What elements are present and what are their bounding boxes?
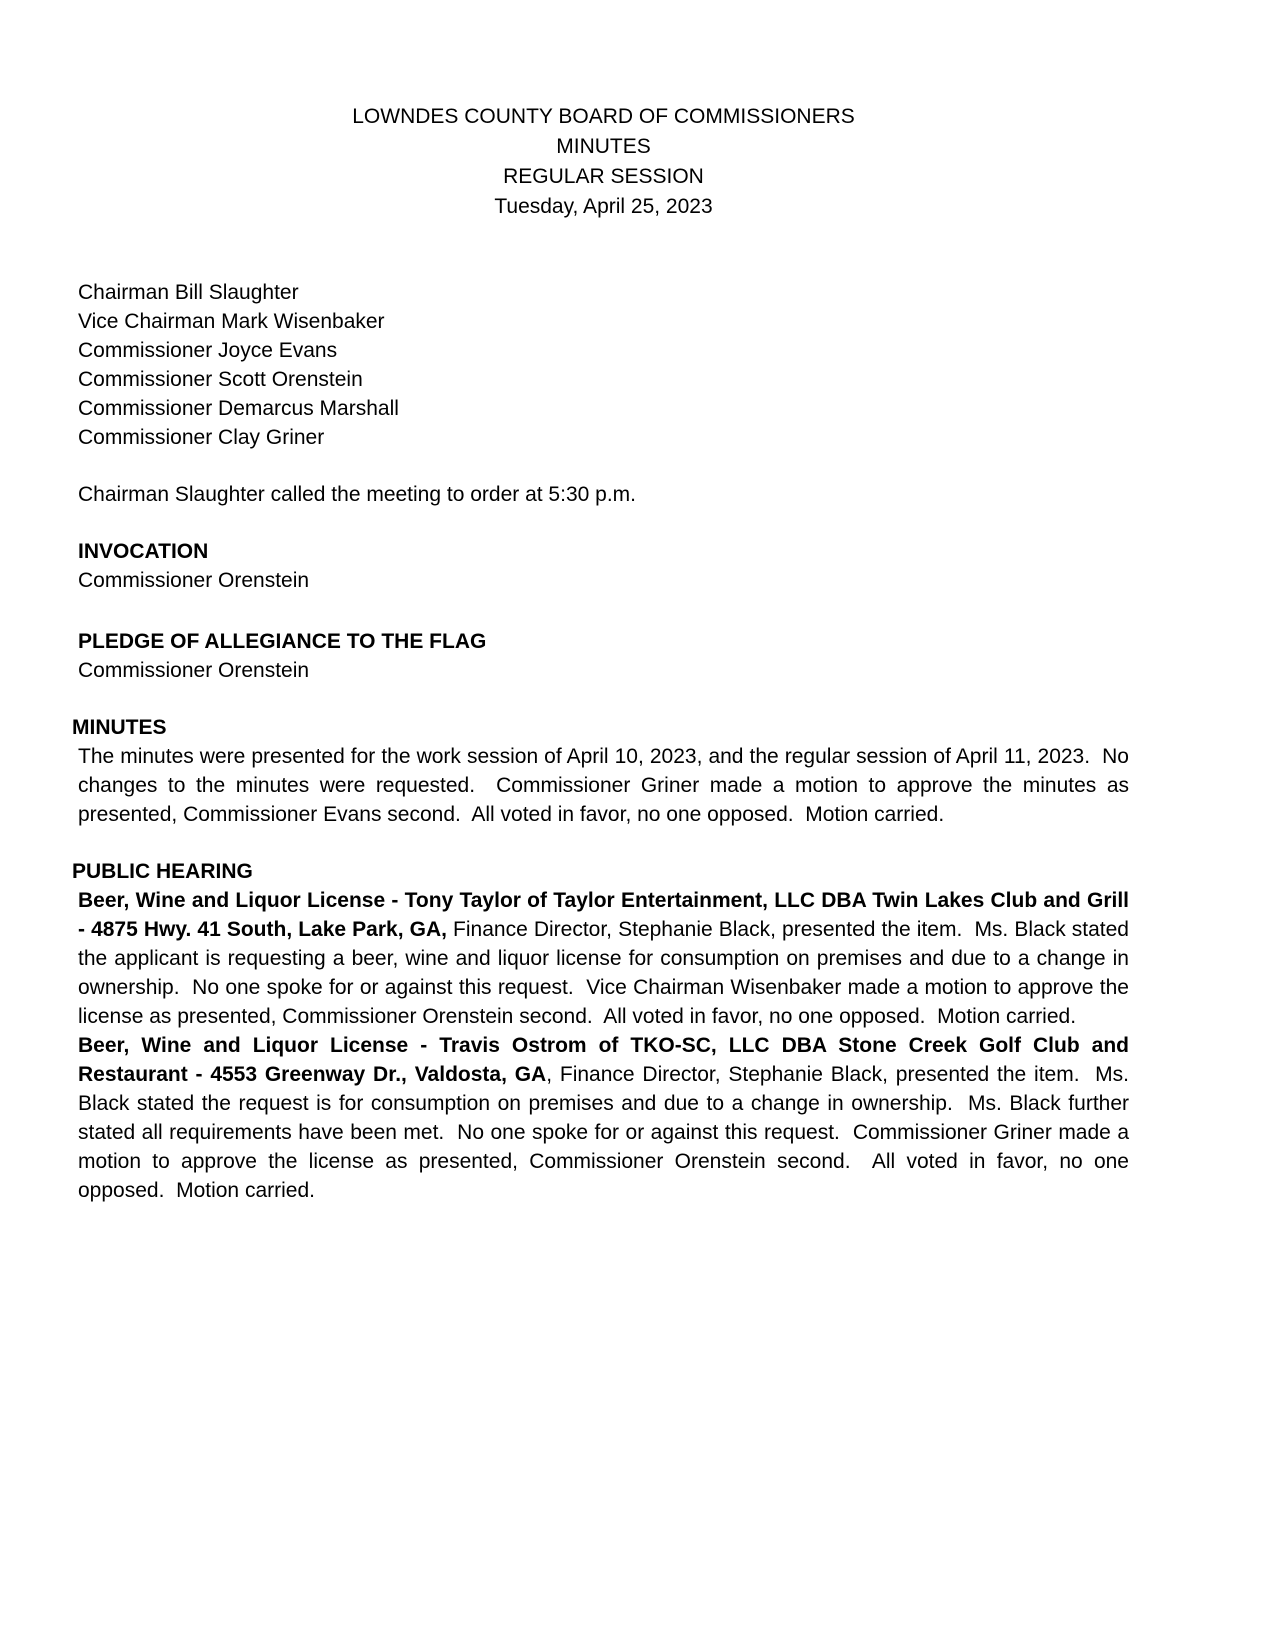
public-hearing-item-twin-lakes <box>78 886 1135 1031</box>
pledge-body: Commissioner Orenstein <box>78 659 310 682</box>
pledge-section <box>78 627 1129 685</box>
public-hearing-item-title: Beer, Wine and Liquor License - Tony Taylor of Taylor Entertainment, LLC DBA Twin Lakes Club and Grill - 4875 Hwy. 41 South, Lake Park, GA, <box>78 889 1135 941</box>
public-hearing-item-title: Beer, Wine and Liquor License - Travis Ostrom of TKO-SC, LLC DBA Stone Creek Golf Club and Restaurant - 4553 Greenway Dr., Valdosta, GA <box>78 1034 1135 1086</box>
header-organization: LOWNDES COUNTY BOARD OF COMMISSIONERS <box>352 105 855 128</box>
attendee-vice-chairman: Vice Chairman Mark Wisenbaker <box>78 310 385 333</box>
attendee-commissioner: Commissioner Scott Orenstein <box>78 368 363 391</box>
attendee-commissioner: Commissioner Demarcus Marshall <box>78 397 399 420</box>
call-to-order-statement: Chairman Slaughter called the meeting to order at 5:30 p.m. <box>78 483 636 506</box>
public-hearing-item-body: , Finance Director, Stephanie Black, presented the item. Ms. Black stated the request is for consumption on premises and due to a change in ownership. Ms. Black further stated all requirements have been met. No one spoke for or against this request. Commissioner Griner made a motion to approve the license as presented, Commissioner Orenstein second. All voted in favor, no one opposed. Motion carried. <box>78 1063 1135 1202</box>
minutes-paragraph: The minutes were presented for the work session of April 10, 2023, and the regular session of April 11, 2023. No changes to the minutes were requested. Commissioner Griner made a motion to approve the minutes as presented, Commissioner Evans second. All voted in favor, no one opposed. Motion carried. <box>78 745 1135 826</box>
minutes-heading: MINUTES <box>72 716 167 739</box>
header-doc-type: MINUTES <box>556 135 651 158</box>
attendee-commissioner: Commissioner Joyce Evans <box>78 339 338 362</box>
public-hearing-item-stone-creek <box>78 1031 1135 1205</box>
invocation-heading: INVOCATION <box>78 540 209 563</box>
pledge-heading: PLEDGE OF ALLEGIANCE TO THE FLAG <box>78 630 487 653</box>
invocation-body: Commissioner Orenstein <box>78 569 310 592</box>
public-hearing-section <box>72 857 1135 1205</box>
attendee-list <box>78 278 1129 452</box>
public-hearing-heading: PUBLIC HEARING <box>72 860 253 883</box>
document-header <box>78 102 1129 222</box>
public-hearing-item-body: Finance Director, Stephanie Black, presented the item. Ms. Black stated the applicant is requesting a beer, wine and liquor license for consumption on premises and due to a change in ownership. No one spoke for or against this request. Vice Chairman Wisenbaker made a motion to approve the license as presented, Commissioner Orenstein second. All voted in favor, no one opposed. Motion carried. <box>78 918 1135 1028</box>
header-session-type: REGULAR SESSION <box>503 165 704 188</box>
minutes-section <box>72 713 1135 829</box>
attendee-chairman: Chairman Bill Slaughter <box>78 281 299 304</box>
header-date: Tuesday, April 25, 2023 <box>494 195 713 218</box>
invocation-section <box>78 537 1129 595</box>
attendee-commissioner: Commissioner Clay Griner <box>78 426 325 449</box>
